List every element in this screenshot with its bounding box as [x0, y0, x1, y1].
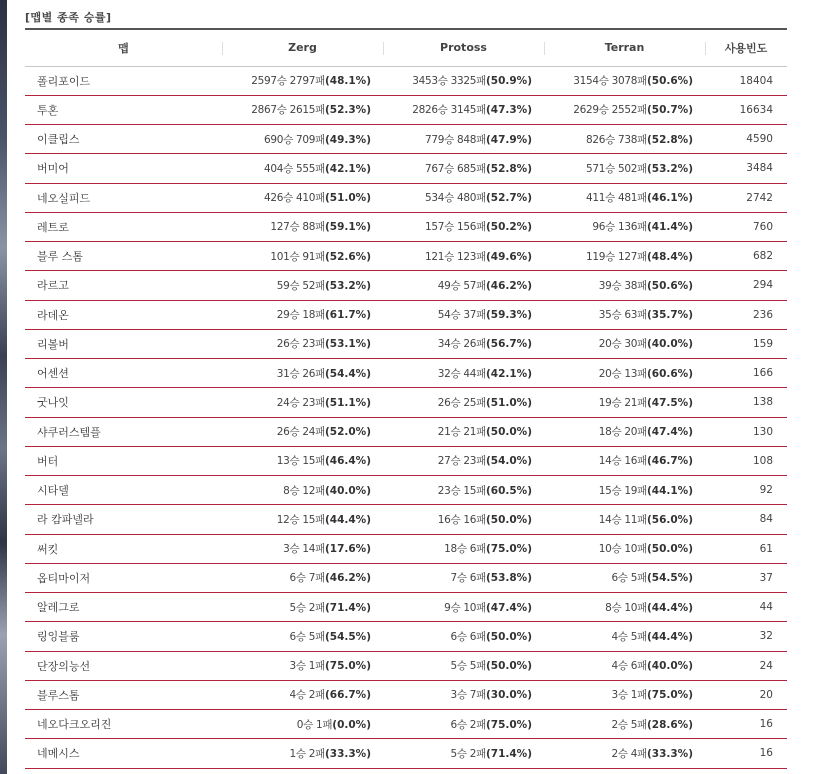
- protoss-winrate: (50.9%): [485, 75, 532, 88]
- protoss-result: [383, 505, 544, 534]
- zerg-record: 2867승 2615패: [251, 104, 325, 117]
- table-row: [25, 622, 787, 651]
- map-name: 써킷: [37, 542, 59, 556]
- terran-winrate: (56.0%): [646, 513, 693, 526]
- protoss-result: [383, 651, 544, 680]
- map-name: 블루 스톰: [37, 250, 84, 264]
- header-map: 맵: [118, 41, 129, 55]
- zerg-result: [222, 183, 383, 212]
- usage-count: 24: [759, 659, 773, 672]
- table-row: [25, 388, 787, 417]
- protoss-winrate: (75.0%): [485, 718, 532, 731]
- protoss-result: [383, 622, 544, 651]
- table-row: [25, 505, 787, 534]
- terran-record: 2승 4패: [611, 747, 647, 760]
- map-name: 네메시스: [37, 747, 80, 761]
- map-name: 네오실피드: [37, 191, 91, 205]
- terran-winrate: (75.0%): [646, 689, 693, 702]
- terran-record: 14승 11패: [598, 513, 647, 526]
- usage-count: 37: [759, 571, 773, 584]
- background-strip: [0, 0, 7, 774]
- header-usage: 사용빈도: [705, 29, 787, 66]
- terran-record: 6승 5패: [611, 572, 647, 585]
- terran-result: [544, 300, 705, 329]
- table-row: [25, 534, 787, 563]
- terran-result: [544, 476, 705, 505]
- protoss-winrate: (50.0%): [485, 660, 532, 673]
- protoss-result: [383, 446, 544, 475]
- zerg-result: [222, 534, 383, 563]
- terran-record: 20승 13패: [598, 367, 647, 380]
- section-title: [맵별 종족 승률]: [25, 11, 112, 24]
- usage-count: 138: [752, 396, 773, 409]
- terran-result: [544, 183, 705, 212]
- terran-record: 2승 5패: [611, 718, 647, 731]
- protoss-record: 157승 156패: [424, 221, 486, 234]
- terran-record: 15승 19패: [598, 484, 647, 497]
- terran-result: [544, 154, 705, 183]
- table-body: [25, 66, 787, 768]
- terran-winrate: (33.3%): [646, 747, 693, 760]
- terran-winrate: (35.7%): [646, 309, 693, 322]
- zerg-result: [222, 388, 383, 417]
- protoss-result: [383, 593, 544, 622]
- map-name: 샤쿠러스템플: [37, 425, 101, 439]
- protoss-record: 7승 6패: [450, 572, 486, 585]
- zerg-winrate: (52.3%): [324, 104, 371, 117]
- zerg-winrate: (52.0%): [324, 426, 371, 439]
- protoss-record: 2826승 3145패: [412, 104, 486, 117]
- zerg-winrate: (53.1%): [324, 338, 371, 351]
- usage-count: 92: [759, 484, 773, 497]
- protoss-record: 9승 10패: [444, 601, 486, 614]
- protoss-winrate: (47.4%): [485, 601, 532, 614]
- map-name: 버터: [37, 454, 59, 468]
- usage-count: 760: [752, 220, 773, 233]
- map-name: 라데온: [37, 308, 69, 322]
- map-name: 투혼: [37, 103, 59, 117]
- protoss-record: 16승 16패: [437, 513, 486, 526]
- zerg-result: [222, 271, 383, 300]
- zerg-record: 690승 709패: [263, 133, 325, 146]
- table-row: [25, 680, 787, 709]
- table-row: [25, 271, 787, 300]
- terran-result: [544, 622, 705, 651]
- zerg-record: 59승 52패: [276, 279, 325, 292]
- usage-count: 236: [752, 308, 773, 321]
- zerg-winrate: (75.0%): [324, 660, 371, 673]
- zerg-record: 1승 2패: [289, 747, 325, 760]
- map-name: 시타델: [37, 484, 69, 498]
- terran-result: [544, 66, 705, 95]
- table-row: [25, 359, 787, 388]
- usage-count: 2742: [746, 191, 773, 204]
- zerg-winrate: (51.0%): [324, 192, 371, 205]
- protoss-result: [383, 154, 544, 183]
- terran-result: [544, 242, 705, 271]
- usage-count: 16: [759, 718, 773, 731]
- terran-winrate: (41.4%): [646, 221, 693, 234]
- zerg-result: [222, 593, 383, 622]
- protoss-record: 23승 15패: [437, 484, 486, 497]
- usage-count: 159: [752, 337, 773, 350]
- zerg-record: 4승 2패: [289, 689, 325, 702]
- protoss-winrate: (30.0%): [485, 689, 532, 702]
- usage-count: 16634: [739, 103, 773, 116]
- zerg-winrate: (66.7%): [324, 689, 371, 702]
- protoss-winrate: (50.0%): [485, 630, 532, 643]
- map-name: 링잉블룸: [37, 630, 80, 644]
- zerg-record: 426승 410패: [263, 192, 325, 205]
- table-row: [25, 651, 787, 680]
- zerg-result: [222, 446, 383, 475]
- terran-result: [544, 563, 705, 592]
- zerg-winrate: (33.3%): [324, 747, 371, 760]
- terran-result: [544, 446, 705, 475]
- terran-record: 96승 136패: [592, 221, 647, 234]
- terran-record: 571승 502패: [585, 162, 647, 175]
- protoss-result: [383, 242, 544, 271]
- terran-record: 18승 20패: [598, 426, 647, 439]
- terran-result: [544, 359, 705, 388]
- zerg-winrate: (46.4%): [324, 455, 371, 468]
- table-row: [25, 476, 787, 505]
- table-row: [25, 563, 787, 592]
- zerg-record: 5승 2패: [289, 601, 325, 614]
- zerg-result: [222, 651, 383, 680]
- terran-record: 8승 10패: [605, 601, 647, 614]
- zerg-record: 404승 555패: [263, 162, 325, 175]
- table-row: [25, 739, 787, 768]
- zerg-result: [222, 125, 383, 154]
- terran-result: [544, 710, 705, 739]
- zerg-record: 101승 91패: [270, 250, 325, 263]
- zerg-winrate: (49.3%): [324, 133, 371, 146]
- terran-winrate: (44.1%): [646, 484, 693, 497]
- usage-count: 130: [752, 425, 773, 438]
- terran-winrate: (44.4%): [646, 630, 693, 643]
- zerg-winrate: (59.1%): [324, 221, 371, 234]
- zerg-record: 8승 12패: [283, 484, 325, 497]
- map-name: 버미어: [37, 162, 69, 176]
- protoss-result: [383, 534, 544, 563]
- table-row: [25, 329, 787, 358]
- usage-count: 108: [752, 454, 773, 467]
- terran-record: 14승 16패: [598, 455, 647, 468]
- protoss-record: 3승 7패: [450, 689, 486, 702]
- map-name: 굿나잇: [37, 396, 69, 410]
- usage-count: 32: [759, 630, 773, 643]
- protoss-result: [383, 125, 544, 154]
- zerg-record: 3승 14패: [283, 543, 325, 556]
- terran-result: [544, 505, 705, 534]
- protoss-record: 121승 123패: [424, 250, 486, 263]
- table-header-row: [25, 29, 787, 66]
- terran-record: 826승 738패: [585, 133, 647, 146]
- terran-result: [544, 212, 705, 241]
- protoss-record: 5승 5패: [450, 660, 486, 673]
- map-name: 알레그로: [37, 601, 80, 615]
- table-row: [25, 300, 787, 329]
- zerg-result: [222, 154, 383, 183]
- protoss-record: 779승 848패: [424, 133, 486, 146]
- zerg-result: [222, 476, 383, 505]
- protoss-result: [383, 183, 544, 212]
- zerg-result: [222, 359, 383, 388]
- protoss-result: [383, 300, 544, 329]
- usage-count: 294: [752, 279, 773, 292]
- zerg-record: 26승 24패: [276, 426, 325, 439]
- map-name: 블루스톰: [37, 688, 80, 702]
- usage-count: 682: [752, 250, 773, 263]
- terran-winrate: (40.0%): [646, 338, 693, 351]
- terran-record: 20승 30패: [598, 338, 647, 351]
- terran-record: 35승 63패: [598, 309, 647, 322]
- zerg-result: [222, 680, 383, 709]
- terran-result: [544, 417, 705, 446]
- protoss-result: [383, 329, 544, 358]
- protoss-result: [383, 95, 544, 124]
- protoss-result: [383, 417, 544, 446]
- winrate-table: [25, 28, 787, 769]
- zerg-winrate: (44.4%): [324, 513, 371, 526]
- zerg-result: [222, 505, 383, 534]
- protoss-result: [383, 680, 544, 709]
- terran-result: [544, 95, 705, 124]
- zerg-record: 6승 7패: [289, 572, 325, 585]
- terran-winrate: (48.4%): [646, 250, 693, 263]
- zerg-winrate: (53.2%): [324, 279, 371, 292]
- protoss-winrate: (46.2%): [485, 279, 532, 292]
- terran-result: [544, 651, 705, 680]
- zerg-result: [222, 622, 383, 651]
- table-row: [25, 446, 787, 475]
- protoss-result: [383, 359, 544, 388]
- map-name: 라 캄파넬라: [37, 513, 94, 527]
- zerg-record: 29승 18패: [276, 309, 325, 322]
- terran-result: [544, 739, 705, 768]
- protoss-winrate: (50.0%): [485, 513, 532, 526]
- usage-count: 44: [759, 601, 773, 614]
- protoss-record: 49승 57패: [437, 279, 486, 292]
- zerg-result: [222, 710, 383, 739]
- usage-count: 3484: [746, 162, 773, 175]
- protoss-result: [383, 212, 544, 241]
- terran-result: [544, 680, 705, 709]
- zerg-result: [222, 212, 383, 241]
- table-row: [25, 183, 787, 212]
- protoss-record: 34승 26패: [437, 338, 486, 351]
- map-name: 라르고: [37, 279, 69, 293]
- zerg-winrate: (61.7%): [324, 309, 371, 322]
- terran-record: 2629승 2552패: [573, 104, 647, 117]
- map-name: 어센션: [37, 367, 69, 381]
- zerg-winrate: (17.6%): [324, 543, 371, 556]
- terran-winrate: (44.4%): [646, 601, 693, 614]
- terran-record: 3154승 3078패: [573, 75, 647, 88]
- zerg-record: 12승 15패: [276, 513, 325, 526]
- terran-result: [544, 593, 705, 622]
- terran-record: 411승 481패: [585, 192, 647, 205]
- zerg-winrate: (48.1%): [324, 75, 371, 88]
- terran-result: [544, 388, 705, 417]
- zerg-result: [222, 417, 383, 446]
- terran-record: 119승 127패: [585, 250, 647, 263]
- map-winrate-panel: [25, 0, 787, 769]
- protoss-record: 6승 6패: [450, 630, 486, 643]
- table-row: [25, 593, 787, 622]
- terran-winrate: (50.6%): [646, 279, 693, 292]
- zerg-result: [222, 739, 383, 768]
- usage-count: 4590: [746, 133, 773, 146]
- protoss-winrate: (54.0%): [485, 455, 532, 468]
- protoss-winrate: (49.6%): [485, 250, 532, 263]
- zerg-winrate: (0.0%): [332, 718, 371, 731]
- terran-record: 19승 21패: [598, 396, 647, 409]
- protoss-result: [383, 66, 544, 95]
- zerg-record: 0승 1패: [296, 718, 333, 731]
- terran-winrate: (46.7%): [646, 455, 693, 468]
- table-row: [25, 154, 787, 183]
- zerg-record: 3승 1패: [289, 660, 325, 673]
- protoss-record: 26승 25패: [437, 396, 486, 409]
- map-name: 단장의능선: [37, 659, 91, 673]
- usage-count: 166: [752, 367, 773, 380]
- terran-result: [544, 125, 705, 154]
- protoss-record: 767승 685패: [424, 162, 486, 175]
- protoss-winrate: (53.8%): [485, 572, 532, 585]
- terran-record: 4승 5패: [611, 630, 647, 643]
- table-row: [25, 125, 787, 154]
- terran-winrate: (46.1%): [646, 192, 693, 205]
- zerg-winrate: (54.4%): [324, 367, 371, 380]
- table-row: [25, 212, 787, 241]
- terran-record: 3승 1패: [611, 689, 647, 702]
- terran-record: 10승 10패: [598, 543, 647, 556]
- protoss-record: 32승 44패: [437, 367, 486, 380]
- protoss-record: 6승 2패: [450, 718, 486, 731]
- terran-result: [544, 534, 705, 563]
- protoss-winrate: (60.5%): [485, 484, 532, 497]
- zerg-winrate: (40.0%): [324, 484, 371, 497]
- table-row: [25, 710, 787, 739]
- protoss-winrate: (47.9%): [485, 133, 532, 146]
- map-name: 이클립스: [37, 133, 80, 147]
- protoss-result: [383, 271, 544, 300]
- header-zerg: Zerg: [222, 29, 383, 66]
- protoss-result: [383, 476, 544, 505]
- protoss-result: [383, 710, 544, 739]
- protoss-winrate: (59.3%): [485, 309, 532, 322]
- terran-winrate: (50.7%): [646, 104, 693, 117]
- terran-winrate: (54.5%): [646, 572, 693, 585]
- terran-winrate: (53.2%): [646, 162, 693, 175]
- terran-winrate: (47.4%): [646, 426, 693, 439]
- header-terran: Terran: [544, 29, 705, 66]
- terran-winrate: (60.6%): [646, 367, 693, 380]
- protoss-winrate: (50.2%): [485, 221, 532, 234]
- zerg-record: 6승 5패: [289, 630, 325, 643]
- terran-winrate: (50.6%): [646, 75, 693, 88]
- protoss-winrate: (52.7%): [485, 192, 532, 205]
- terran-record: 4승 6패: [611, 660, 647, 673]
- terran-result: [544, 329, 705, 358]
- protoss-winrate: (56.7%): [485, 338, 532, 351]
- terran-winrate: (28.6%): [646, 718, 693, 731]
- protoss-winrate: (42.1%): [485, 367, 532, 380]
- table-row: [25, 417, 787, 446]
- usage-count: 84: [759, 513, 773, 526]
- zerg-winrate: (71.4%): [324, 601, 371, 614]
- usage-count: 16: [759, 747, 773, 760]
- zerg-result: [222, 329, 383, 358]
- protoss-result: [383, 388, 544, 417]
- header-protoss: Protoss: [383, 29, 544, 66]
- protoss-record: 18승 6패: [444, 543, 486, 556]
- table-row: [25, 242, 787, 271]
- zerg-result: [222, 300, 383, 329]
- protoss-record: 5승 2패: [450, 747, 486, 760]
- protoss-winrate: (51.0%): [485, 396, 532, 409]
- usage-count: 61: [759, 542, 773, 555]
- terran-winrate: (47.5%): [646, 396, 693, 409]
- zerg-winrate: (54.5%): [324, 630, 371, 643]
- protoss-winrate: (50.0%): [485, 426, 532, 439]
- protoss-winrate: (47.3%): [485, 104, 532, 117]
- map-name: 폴리포이드: [37, 74, 91, 88]
- zerg-winrate: (42.1%): [324, 162, 371, 175]
- usage-count: 20: [759, 688, 773, 701]
- zerg-result: [222, 66, 383, 95]
- terran-winrate: (50.0%): [646, 543, 693, 556]
- protoss-record: 534승 480패: [424, 192, 486, 205]
- usage-count: 18404: [739, 74, 773, 87]
- protoss-winrate: (75.0%): [485, 543, 532, 556]
- protoss-winrate: (71.4%): [485, 747, 532, 760]
- protoss-winrate: (52.8%): [485, 162, 532, 175]
- protoss-record: 21승 21패: [437, 426, 486, 439]
- zerg-winrate: (52.6%): [324, 250, 371, 263]
- zerg-record: 24승 23패: [276, 396, 325, 409]
- zerg-record: 26승 23패: [276, 338, 325, 351]
- zerg-result: [222, 95, 383, 124]
- terran-winrate: (52.8%): [646, 133, 693, 146]
- map-name: 레트로: [37, 220, 69, 234]
- protoss-result: [383, 739, 544, 768]
- protoss-record: 27승 23패: [437, 455, 486, 468]
- zerg-winrate: (51.1%): [324, 396, 371, 409]
- terran-record: 39승 38패: [598, 279, 647, 292]
- zerg-result: [222, 563, 383, 592]
- protoss-result: [383, 563, 544, 592]
- map-name: 네오다크오리진: [37, 718, 112, 732]
- protoss-record: 54승 37패: [437, 309, 486, 322]
- table-row: [25, 95, 787, 124]
- zerg-record: 2597승 2797패: [251, 75, 325, 88]
- zerg-record: 31승 26패: [276, 367, 325, 380]
- map-name: 리볼버: [37, 337, 69, 351]
- zerg-record: 127승 88패: [270, 221, 325, 234]
- zerg-winrate: (46.2%): [324, 572, 371, 585]
- zerg-record: 13승 15패: [276, 455, 325, 468]
- protoss-record: 3453승 3325패: [412, 75, 486, 88]
- zerg-result: [222, 242, 383, 271]
- table-row: [25, 66, 787, 95]
- map-name: 옵티마이저: [37, 571, 91, 585]
- terran-winrate: (40.0%): [646, 660, 693, 673]
- terran-result: [544, 271, 705, 300]
